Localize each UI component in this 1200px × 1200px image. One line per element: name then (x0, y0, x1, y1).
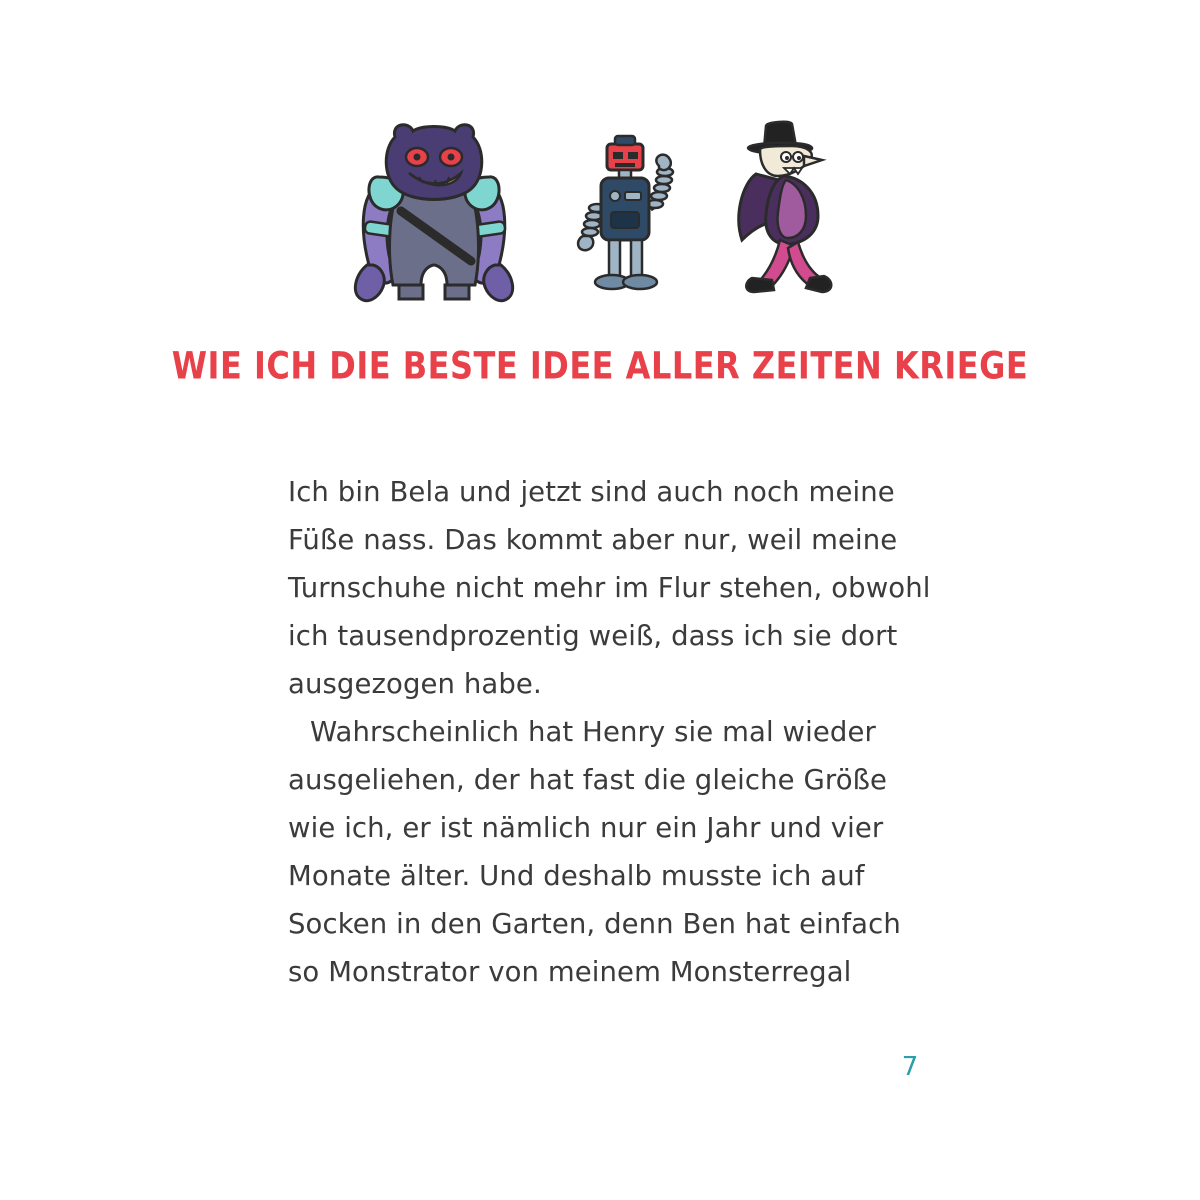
robot-figure (565, 130, 690, 305)
page-number: 7 (901, 1052, 919, 1082)
monster-icon (339, 115, 529, 305)
paragraph-2: Wahrscheinlich hat Henry sie mal wieder ausgeliehen, der hat fast die gleiche Größe wie ich, er ist nämlich nur ein Jahr und vier Monate älter. Und deshalb musste ich auf Socken in den Garten, denn Ben hat einfach so Monstrator von meinem Monsterregal (288, 716, 901, 988)
monster-figure (339, 115, 529, 305)
robot-icon (565, 130, 690, 305)
chapter-illustration (0, 95, 1200, 305)
body-text (288, 468, 938, 996)
vampire-figure (726, 120, 861, 305)
vampire-icon (726, 120, 861, 305)
chapter-title: WIE ICH DIE BESTE IDEE ALLER ZEITEN KRIEGE (171, 343, 1029, 389)
paragraph-1: Ich bin Bela und jetzt sind auch noch meine Füße nass. Das kommt aber nur, weil meine Turnschuhe nicht mehr im Flur stehen, obwohl ich tausendprozentig weiß, dass ich sie dort ausgezogen habe. (288, 476, 931, 700)
